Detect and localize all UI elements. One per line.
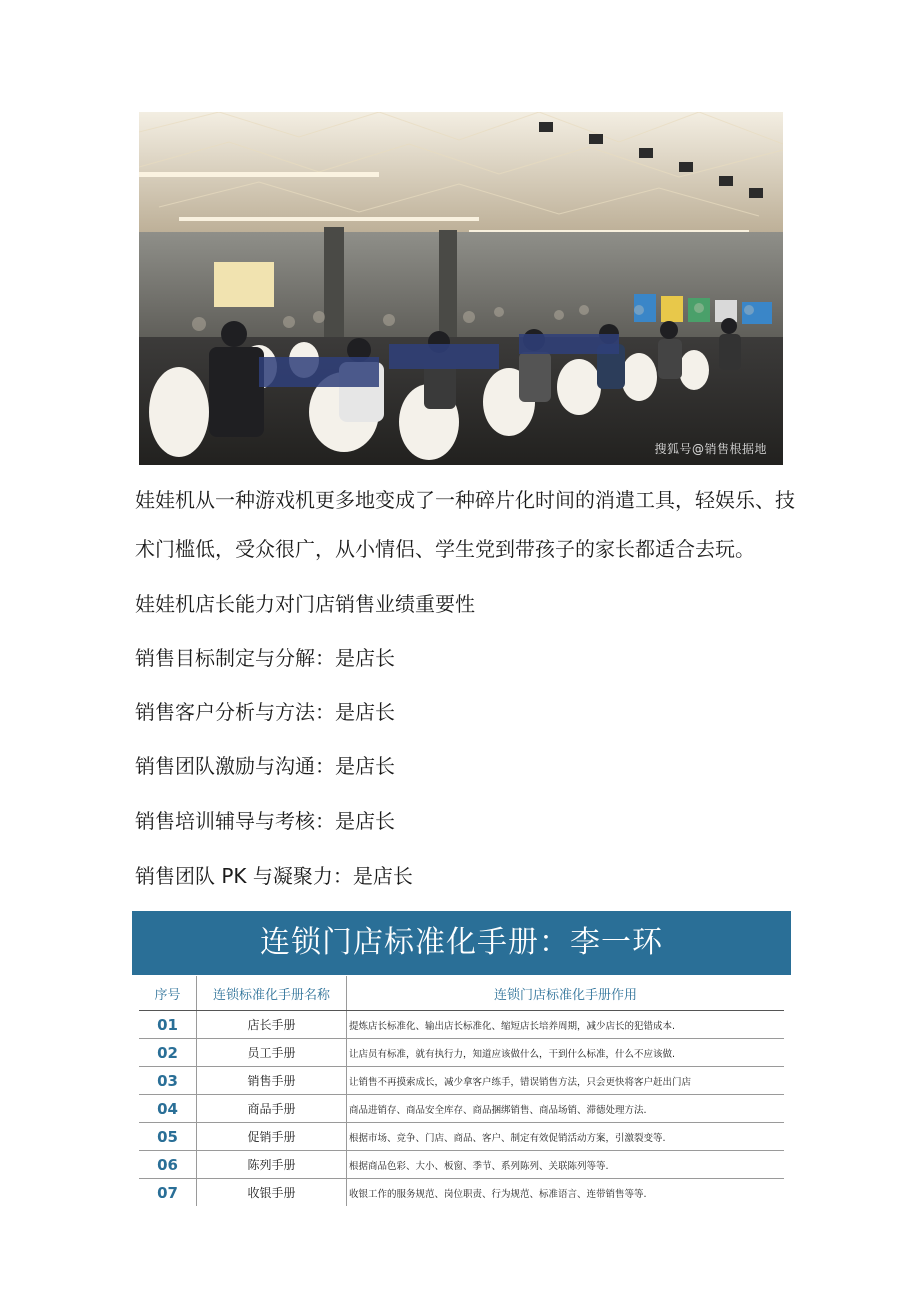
row-number: 02 xyxy=(139,1039,197,1067)
manual-table xyxy=(139,976,784,1206)
table-row xyxy=(139,1151,784,1179)
list-item: 销售客户分析与方法：是店长 xyxy=(135,700,395,724)
manual-name: 销售手册 xyxy=(197,1067,347,1095)
list-item: 销售目标制定与分解：是店长 xyxy=(135,646,395,670)
manual-purpose: 提炼店长标准化、输出店长标准化、缩短店长培养周期，减少店长的犯错成本. xyxy=(347,1011,785,1039)
manual-name: 促销手册 xyxy=(197,1123,347,1151)
list-item: 销售培训辅导与考核：是店长 xyxy=(135,809,395,833)
table-row xyxy=(139,1095,784,1123)
table-row xyxy=(139,1039,784,1067)
list-item: 销售团队 PK 与凝聚力：是店长 xyxy=(135,864,413,888)
column-header-name: 连锁标准化手册名称 xyxy=(197,976,347,1011)
photo-watermark: 搜狐号@销售根据地 xyxy=(654,442,767,456)
list-item: 销售团队激励与沟通：是店长 xyxy=(135,754,395,778)
row-number: 07 xyxy=(139,1179,197,1207)
section-heading: 娃娃机店长能力对门店销售业绩重要性 xyxy=(135,592,475,616)
row-number: 01 xyxy=(139,1011,197,1039)
manual-purpose: 让店员有标准，就有执行力，知道应该做什么，干到什么标准，什么不应该做. xyxy=(347,1039,785,1067)
row-number: 05 xyxy=(139,1123,197,1151)
manual-name: 陈列手册 xyxy=(197,1151,347,1179)
manual-purpose: 收银工作的服务规范、岗位职责、行为规范、标准语言、连带销售等等. xyxy=(349,1188,647,1200)
table-row xyxy=(139,1011,784,1039)
manual-purpose: 让销售不再摸索成长，减少拿客户练手，错误销售方法，只会更快将客户赶出门店 xyxy=(347,1067,785,1095)
row-number: 06 xyxy=(139,1151,197,1179)
conference-photo xyxy=(139,112,783,465)
manual-name: 店长手册 xyxy=(197,1011,347,1039)
row-number: 03 xyxy=(139,1067,197,1095)
table-row xyxy=(139,1067,784,1095)
manual-purpose: 根据商品色彩、大小、板窗、季节、系列陈列、关联陈列等等. xyxy=(347,1151,785,1179)
manual-name: 员工手册 xyxy=(197,1039,347,1067)
column-header-index: 序号 xyxy=(139,976,197,1011)
column-header-purpose: 连锁门店标准化手册作用 xyxy=(347,976,785,1011)
table-header-row xyxy=(139,976,784,1011)
manual-name: 收银手册 xyxy=(197,1179,347,1207)
manual-banner-title: 连锁门店标准化手册：李一环 xyxy=(132,911,791,975)
manual-purpose: 商品进销存、商品安全库存、商品捆绑销售、商品场销、滞德处理方法. xyxy=(347,1095,785,1123)
intro-paragraph: 娃娃机从一种游戏机更多地变成了一种碎片化时间的消遣工具，轻娱乐、技术门槛低，受众很广，从小情侣、学生党到带孩子的家长都适合去玩。 xyxy=(135,488,795,561)
row-number: 04 xyxy=(139,1095,197,1123)
conference-hall-image xyxy=(139,112,783,465)
manual-purpose: 根据市场、竞争、门店、商品、客户、制定有效促销活动方案，引激裂变等. xyxy=(347,1123,785,1151)
table-row xyxy=(139,1123,784,1151)
table-row xyxy=(139,1179,784,1207)
manual-name: 商品手册 xyxy=(197,1095,347,1123)
